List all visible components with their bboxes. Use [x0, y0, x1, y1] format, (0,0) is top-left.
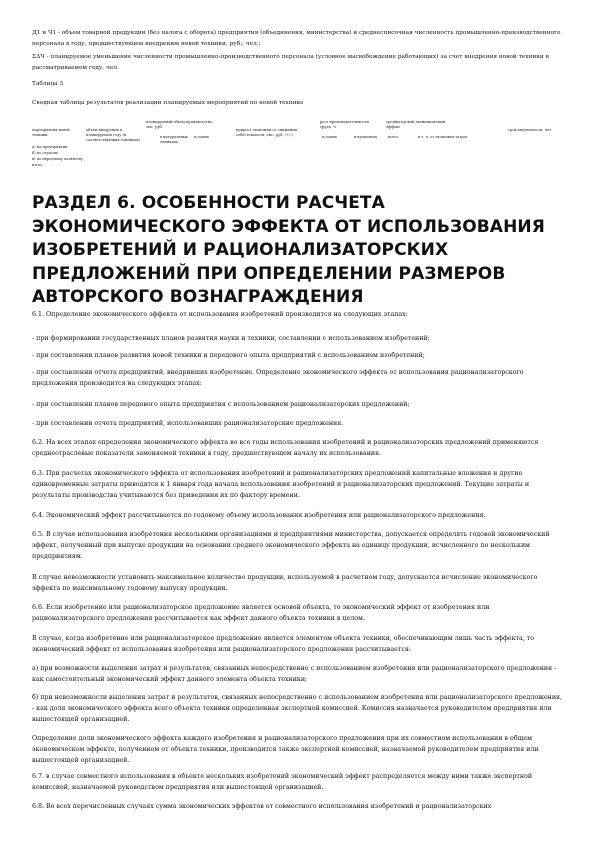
paragraph: Определение доли экономического эффекта каждого изобретения и рационализаторского предложения при их совместном использовании в общем экономическом эффекте, полученном от объекта техники, производится также экспертной комиссией, назначаемой руководителем предприятия или вышестоящей организацией. — [32, 735, 539, 764]
table-header-col3a: в натуральных единицах — [160, 135, 188, 144]
paragraph-6-6: 6.6. Если изобретение или рационализаторское предложение является основой объекта, то экономический эффект от изобретения или рационализаторского предложения рассчитывается как эффект данного объекта техники в целом. — [32, 604, 490, 622]
list-item: б) при невозможности выделения затрат и результатов, связанных непосредственно с использованием изобретения или рационализаторского предложения, - как доля экономического эффекта всего объекта техники определенная экспертной комиссией. Комиссия назначается руководителем предприятия или вышестоящей организацией. — [32, 694, 563, 723]
table-header-col6a: всего — [388, 135, 399, 139]
list-item: - при составлении планов передового опыта предприятия с использованием рационализаторских предложений; — [32, 401, 410, 408]
table-header-col5b: в процентах — [354, 135, 378, 139]
table-header-col4: прирост экономии от снижения себестоимости, тыс. руб. (+/-) — [236, 128, 297, 137]
table-row-label: б) по отрасли — [32, 151, 58, 155]
list-item: - при формировании государственных планов развития науки и техники, составлении с использованием изобретений; — [32, 335, 430, 342]
table-header-col5a: в сумме — [322, 135, 338, 139]
paragraph-6-5: 6.5. В случае использования изобретения несколькими организациями и предприятиями министерства, допускается определять годовой экономический эффект, полученный при выпуске продукции на основании среднего экономического эффекта на единицу продукции, исчисленного по нескольким предприятиям. — [32, 531, 550, 560]
list-item: - при составлении отчета предприятий, внедривших изобретение. Определение экономического эффекта от использования рационализаторского предложения производится на следующих этапах: — [32, 369, 524, 387]
table-header-col1: мероприятия новой техники — [32, 128, 70, 137]
table-row-label: в) по народному хозяйству — [32, 157, 84, 161]
table-label: Таблица 3 — [32, 81, 64, 87]
paragraph-6-1: 6.1. Определение экономического эффекта от использования изобретений производится на следующих этапах: — [32, 311, 408, 318]
paragraph-6-8: 6.8. Во всех перечисленных случаях сумма экономических эффектов от совместного использования изобретений и рационализаторских — [32, 803, 492, 810]
paragraph-6-4: 6.4. Экономический эффект рассчитывается по годовому объему использования изобретения или рационализаторского предложения. — [32, 512, 486, 519]
list-item: - при составлении планов развития новой техники и передового опыта предприятий с использованием изобретений; — [32, 352, 425, 359]
paragraph: В случае, когда изобретение или рационализаторское предложение является элементом объекта техники, обеспечивающим лишь часть эффекта, то экономический эффект от использования изобретения или рационализаторского предложения рассчитывается: — [32, 635, 535, 653]
table-header-col5: рост производительности труда, % — [320, 120, 369, 129]
table-header-col7: срок окупаемости, лет — [508, 128, 552, 132]
list-item: а) при возможности выделения затрат и результатов, связанных непосредственно с использованием изобретения или рационализаторского предложения - как самостоятельный экономический эффект данного элемента объекта техники; — [32, 665, 557, 683]
table-row-label: итого — [32, 163, 43, 167]
table-header-col2: объем внедрения в планируемом году (в соответствующих единицах) — [86, 128, 141, 142]
list-item: - при составлении отчета предприятий, использовавших рационализаторские предложения. — [32, 420, 344, 427]
table-header-col6b: в т. ч. от экономии затрат — [418, 135, 468, 139]
table-header-col3: планируемый объем производства, тыс. руб. — [146, 120, 213, 129]
table-row-label: а) на предприятии — [32, 145, 68, 149]
paragraph-6-3: 6.3. При расчетах экономического эффекта от использования изобретений и рационализаторских предложений капитальные вложения и другие единовременные затраты приводятся к 1 января года начала использования изобретений и рационализаторских предложений. Текущие затраты и результаты производства учитываются без приведения их по фактору времени. — [32, 470, 530, 499]
definition-d1-ch1: Д1 и Ч1 - объем товарной продукции (без налога с оборота) предприятия (объединения, министерства) и среднесписочная численность промышленно-производственного персонала в году, предшествующем внедрению новой техники, руб.; чел.; — [32, 30, 561, 47]
section-heading: РАЗДЕЛ 6. ОСОБЕННОСТИ РАСЧЕТА ЭКОНОМИЧЕСКОГО ЭФФЕКТА ОТ ИСПОЛЬЗОВАНИЯ ИЗОБРЕТЕНИЙ И РАЦИОНАЛИЗАТОРСКИХ ПРЕДЛОЖЕНИЙ ПРИ ОПРЕДЕЛЕНИИ РАЗМЕРОВ АВТОРСКОГО ВОЗНАГРАЖДЕНИЯ — [32, 193, 545, 307]
table-header-col3b: в сумме — [194, 135, 210, 139]
paragraph-6-7: 6.7. в случае совместного использования в объекте нескольких изобретений экономический эффект распределяется между ними также экспертной комиссией, назначаемой руководством предприятия или вышестоящей организацией. — [32, 773, 533, 791]
paragraph-6-2: 6.2. На всех этапах определения экономического эффекта во все годы использования изобретений и рационализаторских предложений применяются среднеотраслевые показатели заменяемой техники в году, предшествующем началу их использования. — [32, 439, 539, 457]
table-title: Сводная таблица результатов реализации планируемых мероприятий по новой технике — [32, 100, 304, 106]
definition-delta-ch: ΣΔЧ - планируемое уменьшение численности промышленно-производственного персонала (условное высвобождение работающих) за счет внедрения новой техники в рассматриваемом году, чел. — [32, 54, 549, 71]
table-row-labels — [32, 144, 92, 168]
table-header-col6: среднегодовой экономический эффект — [386, 120, 446, 129]
paragraph: В случае невозможности установить максимальное количество продукции, используемой в расчетном году, допускается исчисление экономического эффекта по максимальному годовому выпуску продукции. — [32, 574, 538, 592]
